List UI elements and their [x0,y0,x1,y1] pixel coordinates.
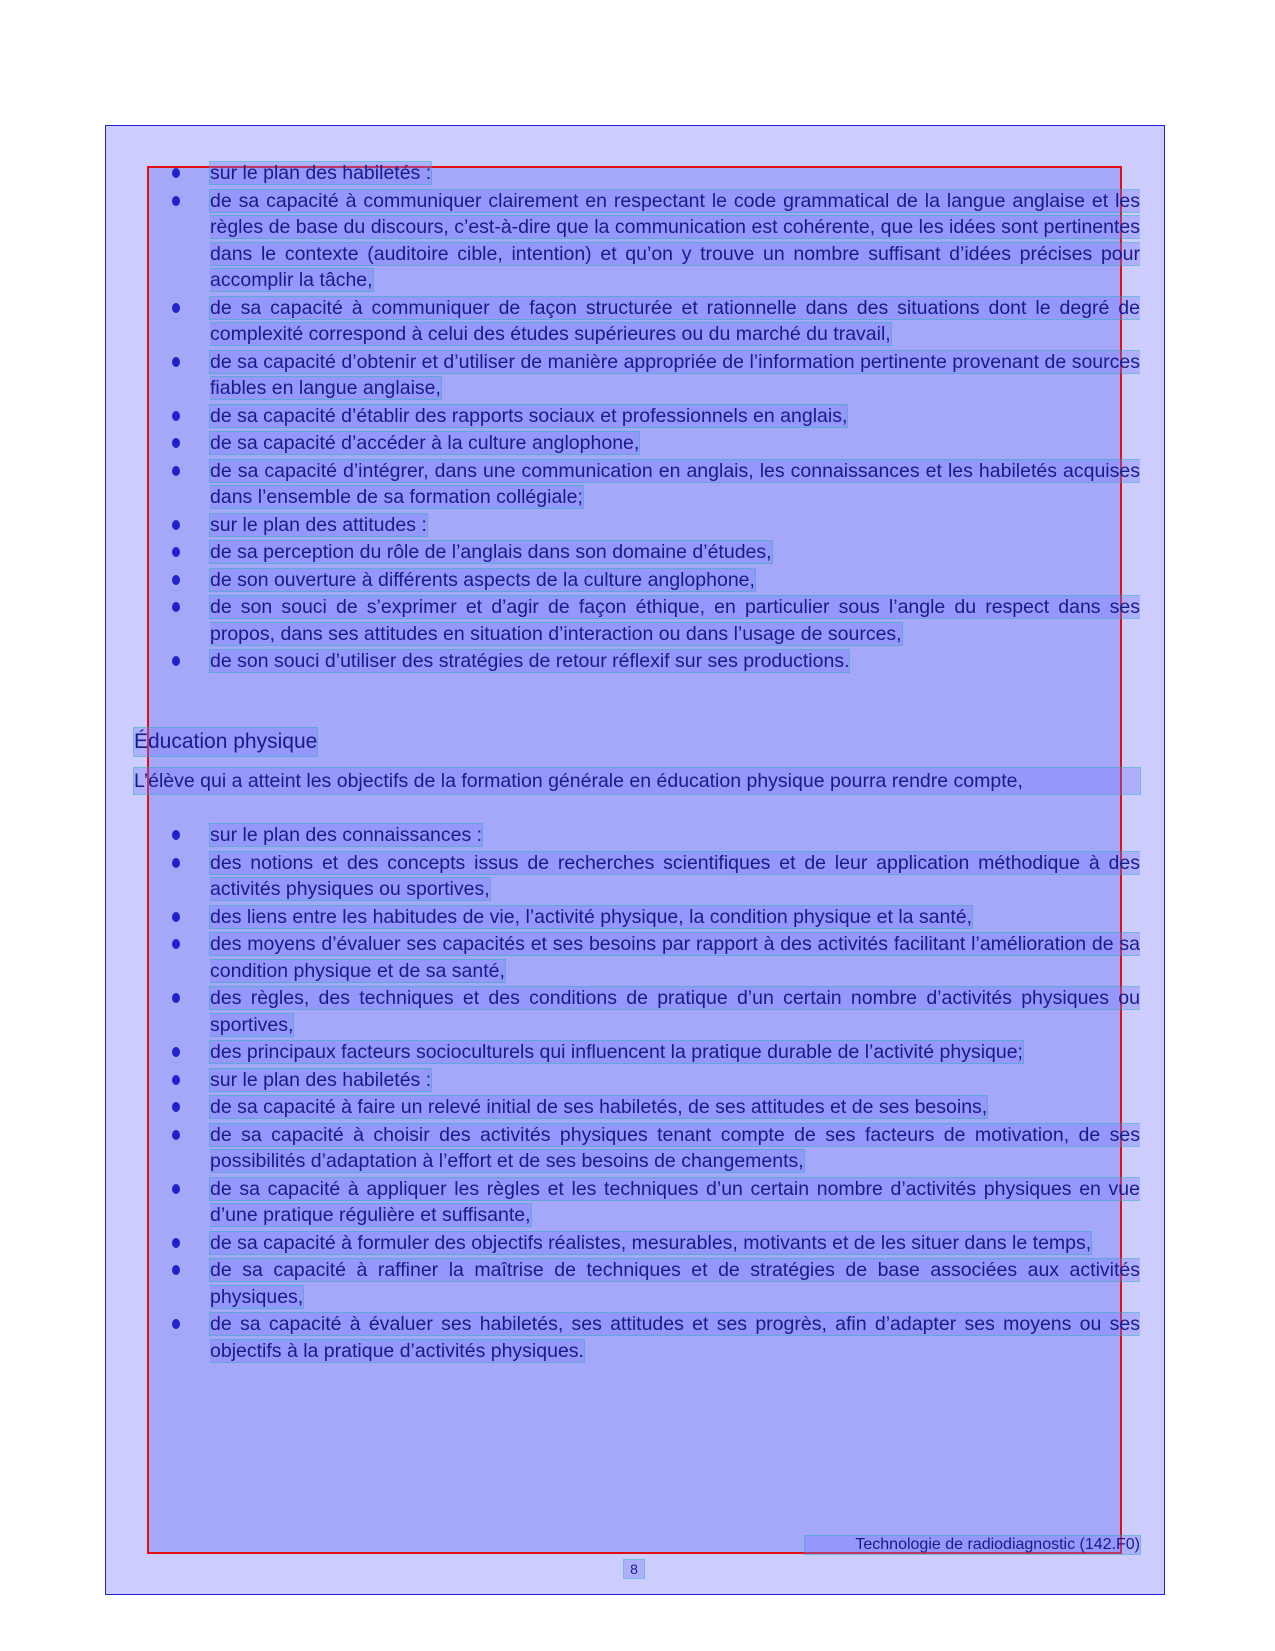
list-item: sur le plan des habiletés : [134,160,1140,187]
bullet-icon [172,1130,180,1140]
bullet-icon [172,1319,180,1329]
bullet-icon [172,1102,180,1112]
list-item: de sa capacité à évaluer ses habiletés, ses attitudes et ses progrès, afin d’adapter ses moyens ou ses objectifs à la pratique d’activités physiques. [134,1311,1140,1364]
list-item: de son souci de s’exprimer et d’agir de façon éthique, en particulier sous l’angle du respect dans ses propos, dans ses attitudes en situation d’interaction ou dans l’usage de sources, [134,594,1140,647]
bullet-icon [172,520,180,530]
section-intro: L’élève qui a atteint les objectifs de la formation générale en éducation physique pourra rendre compte, [134,768,1140,795]
section-heading: Éducation physique [134,728,317,756]
list-item: de sa capacité à communiquer clairement en respectant le code grammatical de la langue anglaise et les règles de base du discours, c’est-à-dire que la communication est cohérente, que les idées sont pertinentes dans le contexte (auditoire cible, intention) et qu’on y trouve un nombre suffisant d’idées précises pour accomplir la tâche, [134,188,1140,294]
bullet-icon [172,466,180,476]
bullet-icon [172,912,180,922]
bullet-icon [172,939,180,949]
list-item: des règles, des techniques et des conditions de pratique d’un certain nombre d’activités physiques ou sportives, [134,985,1140,1038]
bullet-icon [172,411,180,421]
list-item: de sa capacité à choisir des activités physiques tenant compte de ses facteurs de motivation, de ses possibilités d’adaptation à l’effort et de ses besoins de changements, [134,1122,1140,1175]
list-item: des principaux facteurs socioculturels qui influencent la pratique durable de l’activité physique; [134,1039,1140,1066]
page-content [134,160,1140,1365]
bullet-icon [172,168,180,178]
list-item: de sa capacité à faire un relevé initial de ses habiletés, de ses attitudes et de ses besoins, [134,1094,1140,1121]
footer-program-name: Technologie de radiodiagnostic (142.F0) [805,1536,1140,1554]
bullet-icon [172,1075,180,1085]
list-item: sur le plan des habiletés : [134,1067,1140,1094]
list-item: sur le plan des attitudes : [134,512,1140,539]
list-item: de sa capacité à communiquer de façon structurée et rationnelle dans des situations dont le degré de complexité correspond à celui des études supérieures ou du marché du travail, [134,295,1140,348]
bullet-icon [172,1184,180,1194]
list-item: de sa capacité d’accéder à la culture anglophone, [134,430,1140,457]
page-number: 8 [624,1560,644,1578]
list-item: de sa capacité à appliquer les règles et les techniques d’un certain nombre d’activités physiques en vue d’une pratique régulière et suffisante, [134,1176,1140,1229]
bullet-icon [172,196,180,206]
list-item: de sa perception du rôle de l’anglais dans son domaine d’études, [134,539,1140,566]
bullet-icon [172,357,180,367]
list-item: des liens entre les habitudes de vie, l’activité physique, la condition physique et la santé, [134,904,1140,931]
list-item: de sa capacité à raffiner la maîtrise de techniques et de stratégies de base associées aux activités physiques, [134,1257,1140,1310]
list-item: sur le plan des connaissances : [134,822,1140,849]
bullet-icon [172,303,180,313]
list-item: de son ouverture à différents aspects de la culture anglophone, [134,567,1140,594]
bullet-icon [172,547,180,557]
bullet-icon [172,1265,180,1275]
bullet-icon [172,858,180,868]
list-item: des notions et des concepts issus de recherches scientifiques et de leur application méthodique à des activités physiques ou sportives, [134,850,1140,903]
list-item: de sa capacité d’intégrer, dans une communication en anglais, les connaissances et les habiletés acquises dans l’ensemble de sa formation collégiale; [134,458,1140,511]
bullet-icon [172,575,180,585]
bullet-icon [172,656,180,666]
bullet-icon [172,993,180,1003]
bullet-icon [172,438,180,448]
list-item: de sa capacité d’obtenir et d’utiliser de manière appropriée de l’information pertinente provenant de sources fiables en langue anglaise, [134,349,1140,402]
list-item: de sa capacité d’établir des rapports sociaux et professionnels en anglais, [134,403,1140,430]
bullet-list-top [134,160,1140,675]
bullet-list-bottom [134,822,1140,1364]
bullet-icon [172,1238,180,1248]
list-item: des moyens d’évaluer ses capacités et ses besoins par rapport à des activités facilitant l’amélioration de sa condition physique et de sa santé, [134,931,1140,984]
bullet-icon [172,602,180,612]
list-item: de sa capacité à formuler des objectifs réalistes, mesurables, motivants et de les situer dans le temps, [134,1230,1140,1257]
bullet-icon [172,1047,180,1057]
bullet-icon [172,830,180,840]
list-item: de son souci d’utiliser des stratégies de retour réflexif sur ses productions. [134,648,1140,675]
